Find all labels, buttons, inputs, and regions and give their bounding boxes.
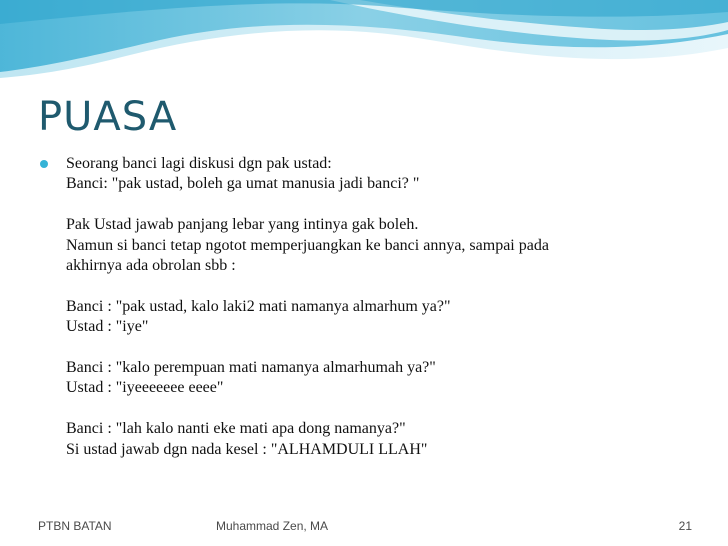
body-text [66, 154, 706, 460]
footer-organization: PTBN BATAN [38, 519, 112, 533]
text-line: Pak Ustad jawab panjang lebar yang intinya gak boleh. [66, 216, 419, 234]
bullet-icon [40, 160, 48, 168]
text-line: Seorang banci lagi diskusi dgn pak ustad: [66, 155, 332, 172]
footer-author: Muhammad Zen, MA [216, 519, 329, 533]
text-line: Banci : "lah kalo nanti eke mati apa dong namanya?" [66, 420, 406, 438]
text-line: Banci: "pak ustad, boleh ga umat manusia jadi banci? " [66, 175, 420, 193]
footer-page-number: 21 [678, 519, 692, 533]
slide-title: PUASA [38, 94, 178, 140]
text-line: akhirnya ada obrolan sbb : [66, 257, 236, 275]
text-line: Banci : "kalo perempuan mati namanya almarhumah ya?" [66, 359, 436, 377]
text-line: Ustad : "iye" [66, 318, 149, 336]
header-wave-decoration [0, 0, 728, 90]
text-line: Si ustad jawab dgn nada kesel : "ALHAMDULI LLAH" [66, 440, 428, 458]
text-line: Ustad : "iyeeeeeee eeee" [66, 379, 224, 397]
text-line: Namun si banci tetap ngotot memperjuangkan ke banci annya, sampai pada [66, 236, 549, 254]
text-line: Banci : "pak ustad, kalo laki2 mati namanya almarhum ya?" [66, 297, 451, 315]
